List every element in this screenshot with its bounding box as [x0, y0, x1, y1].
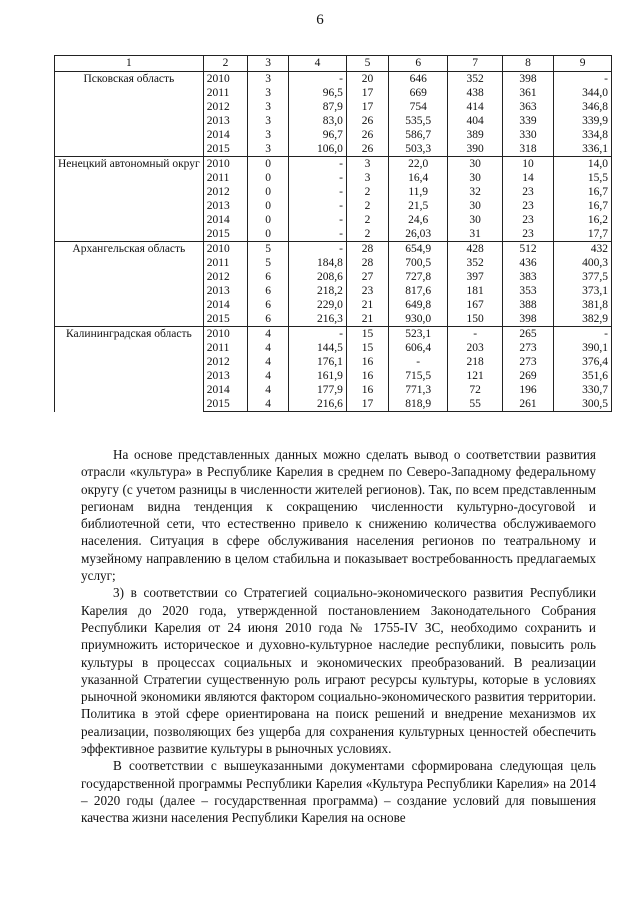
table-cell: 771,3	[389, 383, 448, 397]
table-cell: 3	[346, 157, 388, 172]
year-cell: 2013	[203, 369, 247, 383]
table-cell: 330,7	[554, 383, 612, 397]
table-cell: 404	[448, 114, 502, 128]
table-cell: 414	[448, 100, 502, 114]
table-cell: 512	[502, 242, 553, 257]
table-cell: 646	[389, 72, 448, 87]
table-cell: 4	[248, 397, 289, 412]
table-cell: 398	[502, 312, 553, 327]
table-cell: 344,0	[554, 86, 612, 100]
table-cell: 23	[502, 227, 553, 242]
table-cell: 535,5	[389, 114, 448, 128]
table-cell: 6	[248, 270, 289, 284]
table-cell: 96,7	[289, 128, 347, 142]
table-cell: 5	[248, 242, 289, 257]
table-cell: 3	[248, 100, 289, 114]
year-cell: 2014	[203, 213, 247, 227]
table-cell: 649,8	[389, 298, 448, 312]
table-cell: 26,03	[389, 227, 448, 242]
table-cell: 216,6	[289, 397, 347, 412]
table-cell: 216,3	[289, 312, 347, 327]
table-cell: 376,4	[554, 355, 612, 369]
table-cell: 273	[502, 355, 553, 369]
region-name: Псковская область	[55, 72, 204, 157]
table-cell: 16,4	[389, 171, 448, 185]
year-cell: 2015	[203, 397, 247, 412]
table-cell: 523,1	[389, 327, 448, 342]
table-cell: 6	[248, 312, 289, 327]
table-cell: 16	[346, 369, 388, 383]
table-cell: 334,8	[554, 128, 612, 142]
table-cell: -	[289, 171, 347, 185]
table-cell: -	[554, 72, 612, 87]
table-cell: 352	[448, 256, 502, 270]
table-cell: 21	[346, 312, 388, 327]
table-cell: 27	[346, 270, 388, 284]
table-row	[55, 327, 612, 342]
column-header: 2	[203, 56, 247, 72]
column-header: 9	[554, 56, 612, 72]
year-cell: 2015	[203, 227, 247, 242]
table-cell: 15	[346, 341, 388, 355]
page-number: 6	[316, 12, 324, 28]
table-cell: 16,2	[554, 213, 612, 227]
table-cell: 377,5	[554, 270, 612, 284]
table-cell: -	[289, 327, 347, 342]
table-cell: 218	[448, 355, 502, 369]
column-header: 6	[389, 56, 448, 72]
year-cell: 2010	[203, 327, 247, 342]
table-cell: 17	[346, 397, 388, 412]
table-cell: 176,1	[289, 355, 347, 369]
table-cell: 351,6	[554, 369, 612, 383]
table-cell: 218,2	[289, 284, 347, 298]
table-cell: 21	[346, 298, 388, 312]
table-cell: 373,1	[554, 284, 612, 298]
table-cell: 184,8	[289, 256, 347, 270]
table-cell: 26	[346, 128, 388, 142]
table-cell: 30	[448, 171, 502, 185]
year-cell: 2012	[203, 355, 247, 369]
table-cell: 0	[248, 185, 289, 199]
table-cell: 55	[448, 397, 502, 412]
table-cell: 336,1	[554, 142, 612, 157]
region-name: Ненецкий автономный округ	[55, 157, 204, 242]
table-cell: 361	[502, 86, 553, 100]
table-cell: 4	[248, 355, 289, 369]
table-cell: 382,9	[554, 312, 612, 327]
table-cell: 318	[502, 142, 553, 157]
table-cell: 586,7	[389, 128, 448, 142]
column-header: 7	[448, 56, 502, 72]
table-cell: 353	[502, 284, 553, 298]
table-cell: 3	[248, 114, 289, 128]
year-cell: 2013	[203, 284, 247, 298]
table-cell: 390	[448, 142, 502, 157]
table-cell: 30	[448, 213, 502, 227]
table-cell: 23	[502, 185, 553, 199]
table-cell: -	[289, 227, 347, 242]
table-cell: 265	[502, 327, 553, 342]
year-cell: 2015	[203, 142, 247, 157]
table-cell: 17	[346, 86, 388, 100]
column-header: 5	[346, 56, 388, 72]
table-cell: 28	[346, 256, 388, 270]
year-cell: 2012	[203, 270, 247, 284]
table-cell: 203	[448, 341, 502, 355]
year-cell: 2013	[203, 114, 247, 128]
table-cell: 87,9	[289, 100, 347, 114]
table-cell: 383	[502, 270, 553, 284]
table-cell: 669	[389, 86, 448, 100]
table-cell: 346,8	[554, 100, 612, 114]
table-cell: 261	[502, 397, 553, 412]
table-cell: 229,0	[289, 298, 347, 312]
table-cell: 5	[248, 256, 289, 270]
table-cell: 30	[448, 199, 502, 213]
table-cell: 438	[448, 86, 502, 100]
column-header: 3	[248, 56, 289, 72]
table-cell: 17,7	[554, 227, 612, 242]
table-cell: 31	[448, 227, 502, 242]
table-cell: 352	[448, 72, 502, 87]
table-cell: 3	[346, 171, 388, 185]
table-cell: 10	[502, 157, 553, 172]
table-cell: 727,8	[389, 270, 448, 284]
table-row	[55, 72, 612, 87]
table-cell: 389	[448, 128, 502, 142]
table-cell: 167	[448, 298, 502, 312]
table-body	[55, 72, 612, 412]
table-cell: 83,0	[289, 114, 347, 128]
table-cell: 15,5	[554, 171, 612, 185]
table-cell: -	[289, 213, 347, 227]
year-cell: 2010	[203, 242, 247, 257]
table-cell: 150	[448, 312, 502, 327]
table-cell: 6	[248, 298, 289, 312]
column-header: 1	[55, 56, 204, 72]
table-cell: 144,5	[289, 341, 347, 355]
table-cell: 11,9	[389, 185, 448, 199]
region-name: Калининградская область	[55, 327, 204, 412]
table-cell: 196	[502, 383, 553, 397]
table-cell: 2	[346, 185, 388, 199]
table-cell: 436	[502, 256, 553, 270]
table-cell: 17	[346, 100, 388, 114]
table-cell: 24,6	[389, 213, 448, 227]
table-cell: 2	[346, 199, 388, 213]
table-cell: 15	[346, 327, 388, 342]
table-cell: 397	[448, 270, 502, 284]
year-cell: 2012	[203, 100, 247, 114]
table-cell: 388	[502, 298, 553, 312]
table-cell: 0	[248, 213, 289, 227]
table-cell: 339	[502, 114, 553, 128]
table-cell: 16	[346, 383, 388, 397]
table-cell: 606,4	[389, 341, 448, 355]
column-header: 8	[502, 56, 553, 72]
table-cell: 4	[248, 369, 289, 383]
table-cell: 30	[448, 157, 502, 172]
table-cell: 700,5	[389, 256, 448, 270]
year-cell: 2011	[203, 171, 247, 185]
table-cell: 0	[248, 157, 289, 172]
column-header: 4	[289, 56, 347, 72]
year-cell: 2015	[203, 312, 247, 327]
year-cell: 2011	[203, 86, 247, 100]
table-cell: 0	[248, 199, 289, 213]
table-cell: 26	[346, 142, 388, 157]
year-cell: 2012	[203, 185, 247, 199]
table-cell: -	[289, 199, 347, 213]
table-cell: -	[289, 185, 347, 199]
year-cell: 2014	[203, 383, 247, 397]
table-cell: 3	[248, 128, 289, 142]
table-cell: 26	[346, 114, 388, 128]
table-cell: 4	[248, 383, 289, 397]
table-cell: 2	[346, 213, 388, 227]
table-cell: 121	[448, 369, 502, 383]
table-row	[55, 242, 612, 257]
table-cell: 363	[502, 100, 553, 114]
table-cell: 3	[248, 86, 289, 100]
table-cell: 21,5	[389, 199, 448, 213]
table-cell: 300,5	[554, 397, 612, 412]
table-cell: 398	[502, 72, 553, 87]
year-cell: 2013	[203, 199, 247, 213]
table-row	[55, 157, 612, 172]
table-cell: -	[448, 327, 502, 342]
table-cell: 0	[248, 227, 289, 242]
table-cell: 817,6	[389, 284, 448, 298]
table-cell: 818,9	[389, 397, 448, 412]
paragraph: 3) в соответствии со Стратегией социально-экономического развития Республики Карелия до 2020 года, утвержденной постановлением Законодательного Собрания Республики Карелия от 24 июня 2010 года № 1755-IV ЗС, необходимо сохранить и приумножить историческое и духовно-культурное наследие республики, повысить роль культуры в процессах социальных и экономических преобразований. В реализации указанной Стратегии существенную роль играют ресурсы культуры, которые в условиях рыночной экономики являются фактором социально-экономического развития территории. Политика в этой сфере ориентирована на поиск решений и внедрение механизмов их реализации, позволяющих без ущерба для сохранения культурных ценностей обеспечить эффективное развитие культуры в рыночных условиях.	[81, 585, 596, 757]
table-cell: 432	[554, 242, 612, 257]
table-cell: 72	[448, 383, 502, 397]
table-cell: 400,3	[554, 256, 612, 270]
table-cell: 106,0	[289, 142, 347, 157]
table-cell: 2	[346, 227, 388, 242]
year-cell: 2010	[203, 157, 247, 172]
table-cell: 4	[248, 327, 289, 342]
table-cell: 428	[448, 242, 502, 257]
table-header-row	[55, 56, 612, 72]
year-cell: 2010	[203, 72, 247, 87]
table-cell: 16,7	[554, 199, 612, 213]
statistics-table	[54, 55, 612, 412]
table-cell: 654,9	[389, 242, 448, 257]
body-text	[81, 446, 596, 827]
paragraph: В соответствии с вышеуказанными документами сформирована следующая цель государственной программы Республики Карелия «Культура Республики Карелия» на 2014 – 2020 годы (далее – государственная программа) – создание условий для повышения качества жизни населения Республики Карелия на основе	[81, 758, 596, 826]
table-cell: 4	[248, 341, 289, 355]
table-cell: -	[554, 327, 612, 342]
table-cell: 28	[346, 242, 388, 257]
table-cell: 930,0	[389, 312, 448, 327]
table-cell: 23	[502, 199, 553, 213]
table-cell: 273	[502, 341, 553, 355]
table-cell: 16,7	[554, 185, 612, 199]
table-cell: -	[289, 72, 347, 87]
table-cell: 16	[346, 355, 388, 369]
table-cell: 23	[502, 213, 553, 227]
table-cell: 339,9	[554, 114, 612, 128]
table-cell: 381,8	[554, 298, 612, 312]
table-cell: 390,1	[554, 341, 612, 355]
table-cell: 3	[248, 142, 289, 157]
year-cell: 2011	[203, 341, 247, 355]
year-cell: 2014	[203, 298, 247, 312]
table-cell: 3	[248, 72, 289, 87]
table-cell: 0	[248, 171, 289, 185]
region-name: Архангельская область	[55, 242, 204, 327]
table-cell: 754	[389, 100, 448, 114]
table-cell: 14	[502, 171, 553, 185]
table-cell: -	[389, 355, 448, 369]
table-cell: 20	[346, 72, 388, 87]
table-cell: 161,9	[289, 369, 347, 383]
table-cell: -	[289, 242, 347, 257]
year-cell: 2014	[203, 128, 247, 142]
table-cell: 269	[502, 369, 553, 383]
table-cell: 715,5	[389, 369, 448, 383]
table-cell: 181	[448, 284, 502, 298]
table-cell: -	[289, 157, 347, 172]
table-cell: 177,9	[289, 383, 347, 397]
year-cell: 2011	[203, 256, 247, 270]
table-cell: 14,0	[554, 157, 612, 172]
table-cell: 6	[248, 284, 289, 298]
paragraph: На основе представленных данных можно сделать вывод о соответствии развития отрасли «культура» в Республике Карелия в среднем по Северо-Западному федеральному округу (с учетом разницы в численности жителей регионов). Так, по всем представленным регионам видна тенденция к сокращению численности культурно-досуговой и библиотечной сети, что естественно привело к снижению количества обслуживаемого населения. Ситуация в сфере обслуживания населения регионов по театральному и музейному направлению в целом стабильна и показывает востребованность предлагаемых услуг;	[81, 447, 596, 584]
table-cell: 330	[502, 128, 553, 142]
table-cell: 32	[448, 185, 502, 199]
table-cell: 208,6	[289, 270, 347, 284]
table-cell: 22,0	[389, 157, 448, 172]
table-cell: 23	[346, 284, 388, 298]
table-cell: 96,5	[289, 86, 347, 100]
table-cell: 503,3	[389, 142, 448, 157]
